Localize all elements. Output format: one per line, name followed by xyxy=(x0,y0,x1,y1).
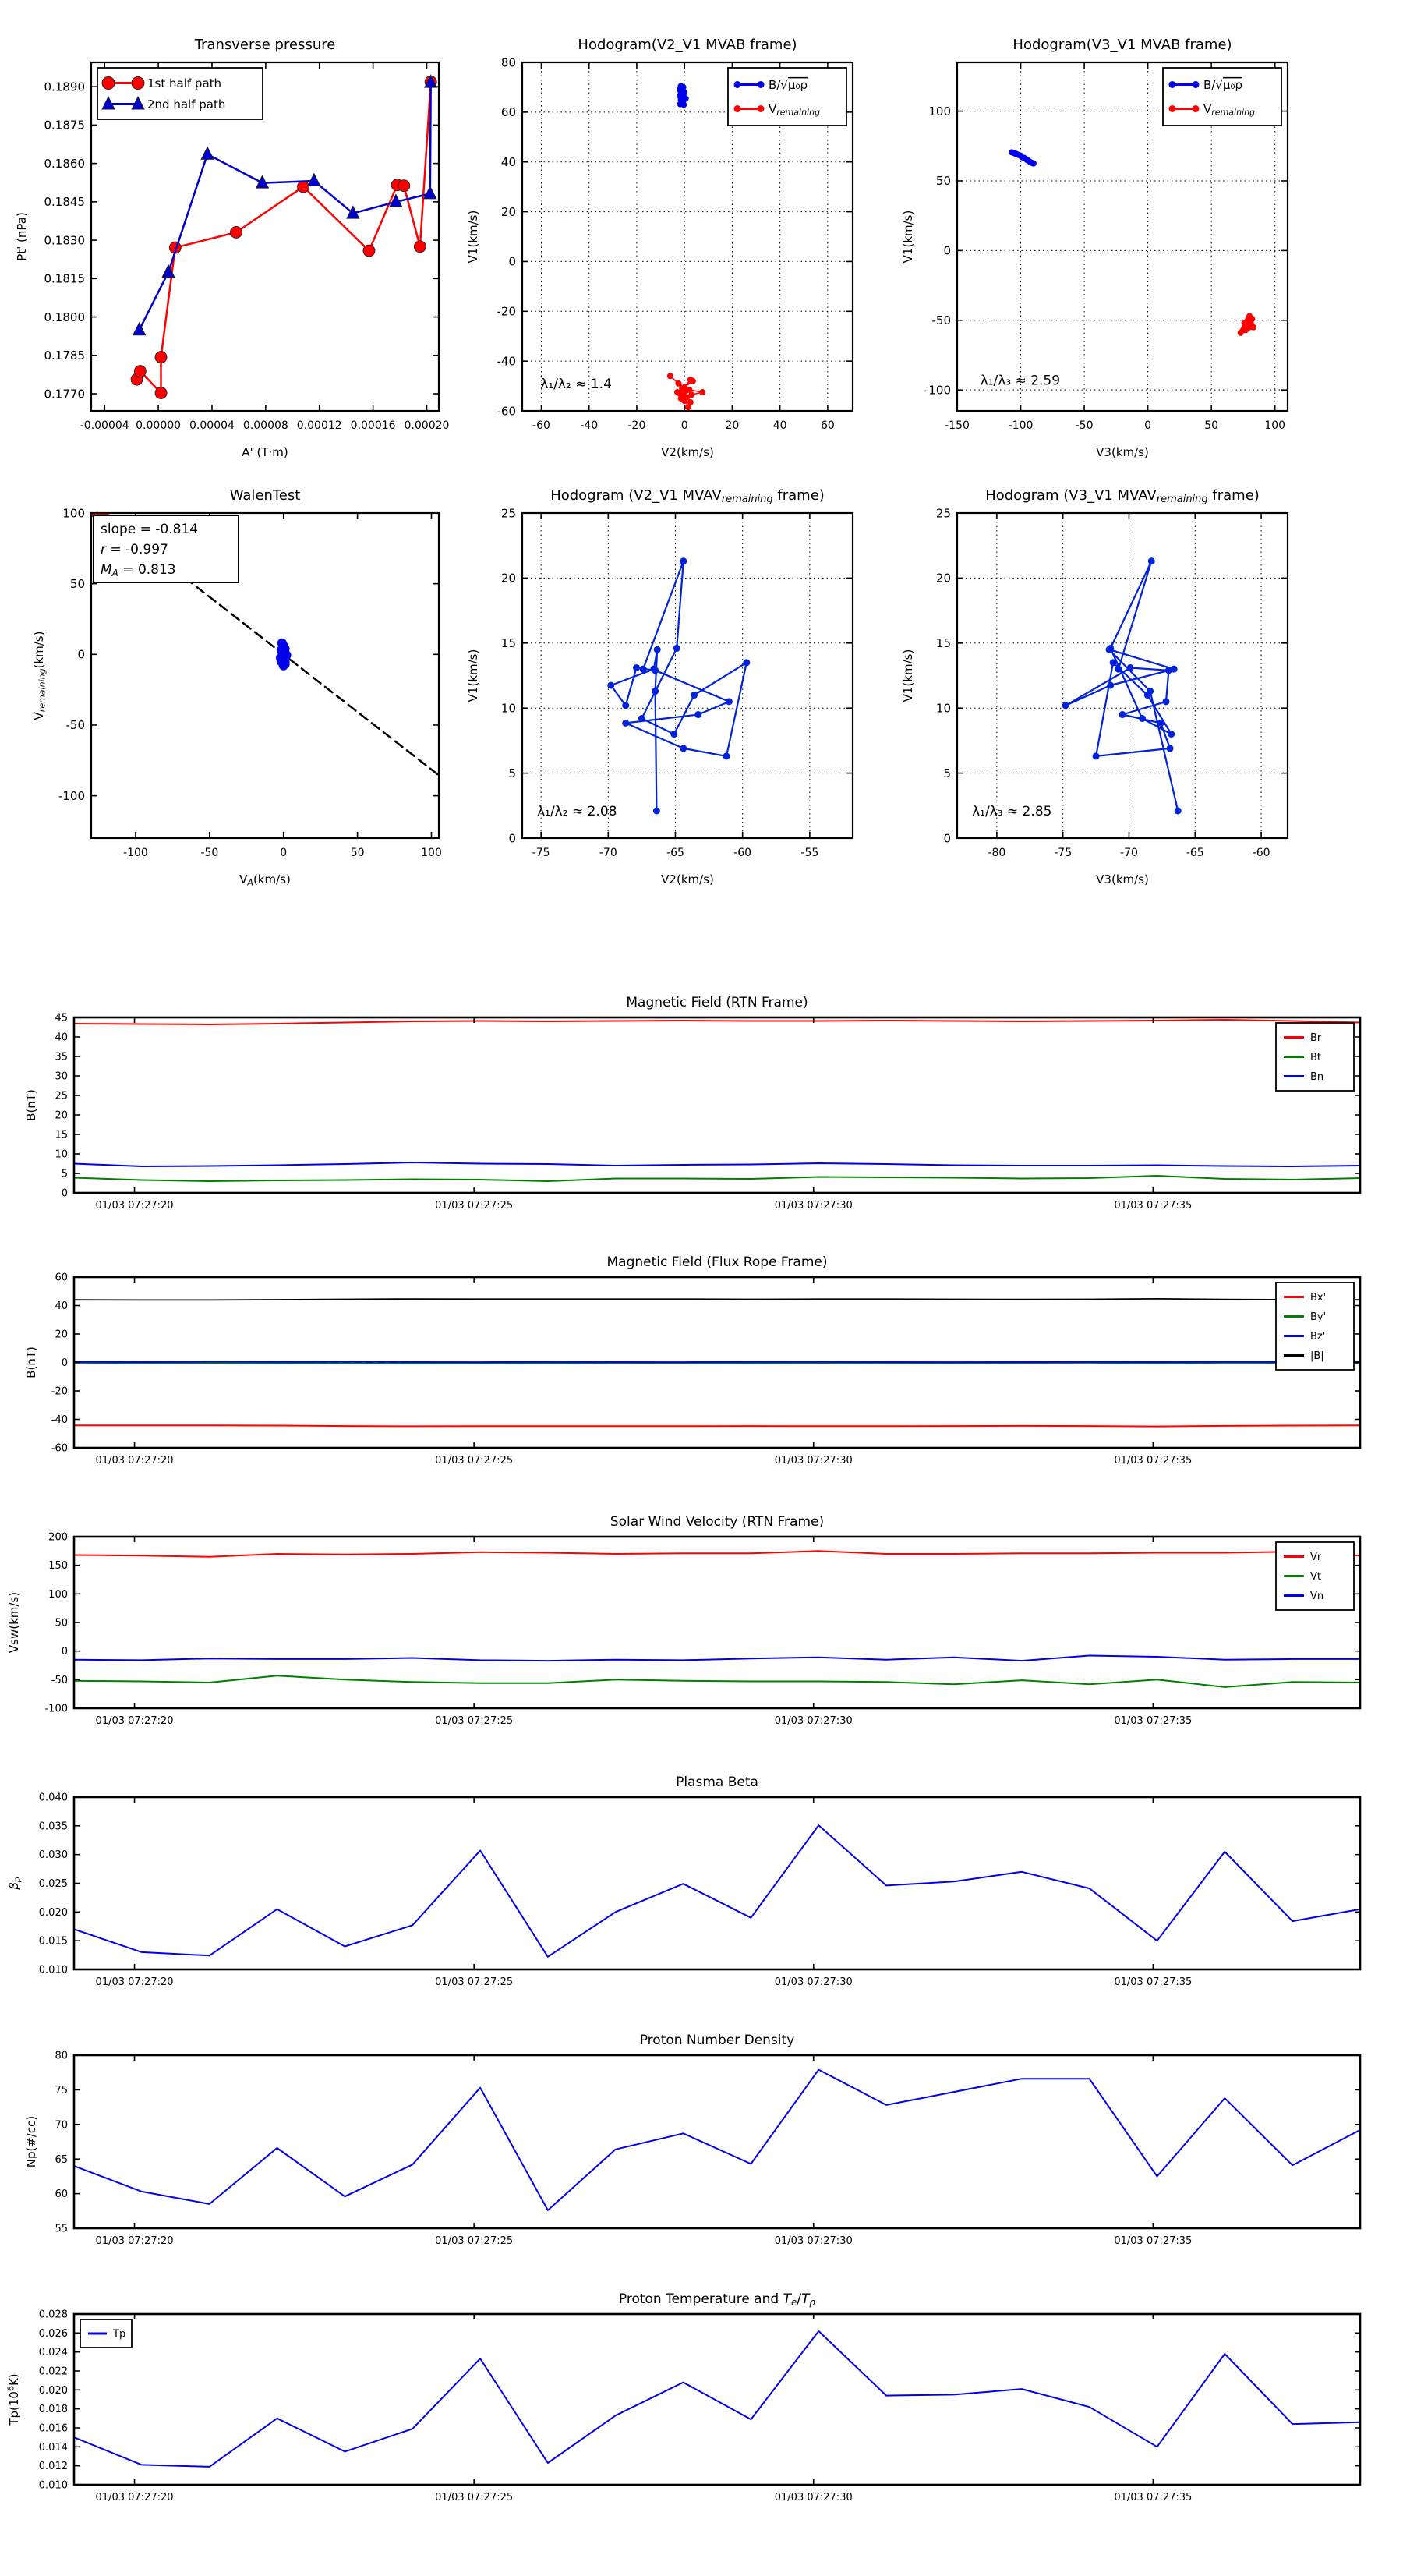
x-tick-label: 50 xyxy=(1204,419,1219,432)
circle-marker xyxy=(699,389,705,395)
x-tick-label: -70 xyxy=(1120,847,1138,859)
x-tick-label: 0.00000 xyxy=(136,419,182,432)
y-tick-label: 0.026 xyxy=(38,2327,68,2340)
x-tick-label: 01/03 07:27:20 xyxy=(95,1200,174,1212)
y-axis-label: Vremaining(km/s) xyxy=(32,631,48,720)
circle-marker xyxy=(1193,81,1200,88)
y-axis-label: Pt' (nPa) xyxy=(15,212,29,261)
series-line-By-prime xyxy=(74,1363,1360,1364)
y-tick-label: 0.016 xyxy=(38,2422,68,2435)
circle-marker xyxy=(414,241,426,253)
circle-marker xyxy=(1144,692,1151,699)
y-tick-label: 60 xyxy=(500,105,516,120)
circle-marker xyxy=(670,731,677,738)
circle-marker xyxy=(673,645,680,652)
y-tick-label: 0.018 xyxy=(38,2404,68,2416)
circle-marker xyxy=(640,666,647,673)
y-axis-label: B(nT) xyxy=(24,1089,38,1121)
y-tick-label: 50 xyxy=(69,576,85,591)
x-tick-label: -75 xyxy=(532,847,550,859)
circle-marker xyxy=(607,682,614,689)
stats-line: r = -0.997 xyxy=(101,542,168,557)
legend-box xyxy=(97,68,263,119)
y-tick-label: -50 xyxy=(65,718,85,733)
circle-marker xyxy=(694,711,702,718)
y-tick-label: -100 xyxy=(58,788,85,803)
circle-marker xyxy=(680,391,687,398)
circle-marker xyxy=(1157,720,1164,727)
circle-marker xyxy=(734,81,741,88)
y-axis-label: βp xyxy=(7,1877,23,1890)
y-tick-label: 100 xyxy=(48,1588,68,1601)
y-tick-label: 0 xyxy=(508,831,516,846)
chart-solar-wind-velocity xyxy=(7,1514,1360,1727)
x-axis-label: V3(km/s) xyxy=(1096,872,1149,886)
circle-marker xyxy=(1162,698,1169,705)
y-tick-label: 60 xyxy=(55,2189,68,2201)
y-tick-label: 45 xyxy=(55,1012,68,1024)
x-tick-label: 01/03 07:27:25 xyxy=(435,1455,514,1467)
circle-marker xyxy=(723,752,730,759)
y-tick-label: 150 xyxy=(48,1560,68,1573)
circle-marker xyxy=(1127,664,1134,671)
stats-box xyxy=(94,515,239,582)
y-tick-label: 0.040 xyxy=(38,1792,68,1804)
y-tick-label: 20 xyxy=(935,571,951,586)
y-tick-label: 25 xyxy=(55,1090,68,1102)
x-tick-label: -60 xyxy=(532,419,550,432)
y-tick-label: 40 xyxy=(500,154,516,169)
circle-marker xyxy=(1093,752,1100,759)
chart-title: Proton Temperature and Te/Tp xyxy=(618,2291,816,2309)
chart-title: Solar Wind Velocity (RTN Frame) xyxy=(610,1514,825,1530)
chart-title: Magnetic Field (Flux Rope Frame) xyxy=(606,1254,828,1270)
y-tick-label: 0.1800 xyxy=(44,310,85,324)
x-tick-label: -75 xyxy=(1054,847,1073,859)
circle-marker xyxy=(230,226,242,238)
y-axis-label: $Tp(10^6K)$ xyxy=(5,2373,21,2426)
y-tick-label: 0 xyxy=(61,1187,68,1200)
x-tick-label: 01/03 07:27:35 xyxy=(1114,1200,1193,1212)
legend xyxy=(1276,1283,1354,1370)
x-tick-label: 50 xyxy=(350,847,365,859)
x-tick-label: 01/03 07:27:20 xyxy=(95,2492,174,2503)
y-tick-label: 0.014 xyxy=(38,2441,68,2454)
x-tick-label: -65 xyxy=(666,847,684,859)
circle-marker xyxy=(1193,105,1200,112)
y-tick-label: 20 xyxy=(500,571,516,586)
x-tick-label: -50 xyxy=(1075,419,1094,432)
y-tick-label: 5 xyxy=(508,766,516,780)
y-axis-label: Vsw(km/s) xyxy=(7,1591,21,1654)
chart-title: WalenTest xyxy=(229,487,301,504)
circle-marker xyxy=(1139,715,1146,722)
x-tick-label: 100 xyxy=(1264,419,1286,432)
x-tick-label: 01/03 07:27:30 xyxy=(774,1976,853,1988)
circle-marker xyxy=(676,380,682,387)
chart-proton-temperature xyxy=(5,2291,1360,2503)
x-tick-label: 01/03 07:27:25 xyxy=(435,2235,514,2247)
legend-label: Vremaining xyxy=(769,101,821,118)
x-tick-label: 01/03 07:27:25 xyxy=(435,1976,514,1988)
circle-marker xyxy=(155,352,167,363)
circle-marker xyxy=(1250,324,1256,331)
y-tick-label: 0.1815 xyxy=(44,271,85,286)
circle-marker xyxy=(638,715,645,722)
y-tick-label: 100 xyxy=(928,104,951,119)
x-tick-label: 01/03 07:27:35 xyxy=(1114,2235,1193,2247)
x-tick-label: 20 xyxy=(725,419,740,432)
legend-label: Br xyxy=(1310,1032,1322,1045)
x-tick-label: -50 xyxy=(200,847,219,859)
legend-label: 1st half path xyxy=(147,76,222,90)
x-tick-label: 01/03 07:27:35 xyxy=(1114,1715,1193,1727)
x-axis-label: V2(km/s) xyxy=(661,445,714,459)
circle-marker xyxy=(102,77,115,90)
legend-label: Tp xyxy=(113,2328,126,2341)
circle-marker xyxy=(758,81,765,88)
circle-marker xyxy=(298,181,309,193)
y-tick-label: -50 xyxy=(51,1674,68,1686)
y-axis-label: V1(km/s) xyxy=(901,649,915,702)
x-tick-label: -100 xyxy=(123,847,148,859)
legend-label: Bx' xyxy=(1310,1292,1327,1304)
x-axis-label: VA(km/s) xyxy=(239,872,291,888)
y-tick-label: 0.015 xyxy=(38,1935,68,1948)
y-axis-label: B(nT) xyxy=(24,1346,38,1378)
y-tick-label: 0 xyxy=(77,647,85,662)
y-tick-label: 25 xyxy=(935,506,951,521)
chart-plasma-beta xyxy=(7,1775,1360,1988)
x-tick-label: 01/03 07:27:35 xyxy=(1114,1976,1193,1988)
chart-proton-number-density xyxy=(24,2033,1360,2247)
circle-marker xyxy=(276,653,285,663)
x-tick-label: 01/03 07:27:20 xyxy=(95,1455,174,1467)
y-tick-label: -40 xyxy=(51,1414,68,1427)
chart-hodogram-v3v1-mvav xyxy=(901,487,1288,886)
legend-label: By' xyxy=(1310,1311,1327,1324)
y-tick-label: 15 xyxy=(935,636,951,651)
y-tick-label: 0 xyxy=(61,1357,68,1370)
y-tick-label: 0 xyxy=(943,831,951,846)
x-tick-label: -40 xyxy=(580,419,599,432)
circle-marker xyxy=(743,659,750,666)
series-line-Bz-prime xyxy=(74,1361,1360,1362)
circle-marker xyxy=(155,387,167,399)
y-tick-label: 0 xyxy=(943,243,951,258)
y-tick-label: 50 xyxy=(935,174,951,189)
x-tick-label: -150 xyxy=(945,419,970,432)
y-tick-label: 0.010 xyxy=(38,1964,68,1976)
y-tick-label: 0 xyxy=(61,1646,68,1658)
circle-marker xyxy=(134,366,146,377)
circle-marker xyxy=(667,373,673,379)
circle-marker xyxy=(398,180,410,192)
x-tick-label: 01/03 07:27:30 xyxy=(774,1715,853,1727)
y-tick-label: 40 xyxy=(55,1300,68,1313)
x-axis-label: V3(km/s) xyxy=(1096,445,1149,459)
circle-marker xyxy=(622,720,629,727)
y-tick-label: 0.1860 xyxy=(44,156,85,171)
y-tick-label: 15 xyxy=(500,636,516,651)
x-tick-label: -60 xyxy=(733,847,752,859)
x-tick-label: -55 xyxy=(800,847,819,859)
x-tick-label: 01/03 07:27:25 xyxy=(435,1200,514,1212)
x-tick-label: 01/03 07:27:30 xyxy=(774,2235,853,2247)
y-tick-label: -50 xyxy=(931,313,951,328)
x-tick-label: 01/03 07:27:20 xyxy=(95,2235,174,2247)
x-tick-label: 01/03 07:27:25 xyxy=(435,2492,514,2503)
y-tick-label: 20 xyxy=(55,1109,68,1122)
y-tick-label: -40 xyxy=(497,354,516,369)
legend-label: Bn xyxy=(1310,1071,1324,1084)
circle-marker xyxy=(680,101,687,108)
y-tick-label: 25 xyxy=(500,506,516,521)
x-tick-label: 01/03 07:27:25 xyxy=(435,1715,514,1727)
y-tick-label: 65 xyxy=(55,2153,68,2166)
y-tick-label: 100 xyxy=(62,506,85,521)
y-tick-label: -100 xyxy=(44,1703,68,1715)
y-tick-label: 0.028 xyxy=(38,2309,68,2321)
circle-marker xyxy=(1115,666,1122,673)
y-tick-label: 20 xyxy=(500,204,516,219)
legend-label: 2nd half path xyxy=(147,97,226,111)
circle-marker xyxy=(1242,327,1249,333)
y-tick-label: 0.1770 xyxy=(44,387,85,402)
chart-title: Transverse pressure xyxy=(194,37,336,53)
y-tick-label: 15 xyxy=(55,1129,68,1141)
circle-marker xyxy=(653,807,660,814)
y-tick-label: 200 xyxy=(48,1531,68,1544)
legend xyxy=(1276,1542,1354,1610)
circle-marker xyxy=(681,398,687,404)
circle-marker xyxy=(1175,807,1182,814)
chart-walen-test xyxy=(32,487,442,888)
x-axis-label: A' (T·m) xyxy=(242,445,288,459)
x-tick-label: 0.00020 xyxy=(404,419,450,432)
circle-marker xyxy=(726,698,733,705)
x-tick-label: 0.00016 xyxy=(350,419,396,432)
circle-marker xyxy=(734,105,741,112)
x-tick-label: -100 xyxy=(1008,419,1034,432)
circle-marker xyxy=(1107,682,1114,689)
y-tick-label: 40 xyxy=(55,1031,68,1044)
chart-title: Magnetic Field (RTN Frame) xyxy=(626,995,808,1010)
y-tick-label: 60 xyxy=(55,1272,68,1284)
y-tick-label: -60 xyxy=(497,404,516,419)
lambda-ratio-annotation: λ₁/λ₂ ≈ 2.08 xyxy=(537,803,617,819)
y-tick-label: 10 xyxy=(500,701,516,716)
x-tick-label: 0.00004 xyxy=(189,419,235,432)
x-tick-label: 01/03 07:27:35 xyxy=(1114,2492,1193,2503)
x-tick-label: 01/03 07:27:30 xyxy=(774,1455,853,1467)
y-axis-label: V1(km/s) xyxy=(466,210,480,264)
chart-title: Hodogram(V3_V1 MVAB frame) xyxy=(1012,37,1232,53)
chart-magnetic-field-flux-rope xyxy=(24,1254,1360,1467)
y-tick-label: 0.012 xyxy=(38,2461,68,2473)
chart-transverse-pressure xyxy=(15,37,449,459)
y-tick-label: 0.020 xyxy=(38,1906,68,1919)
stats-line: MA = 0.813 xyxy=(101,562,176,579)
x-axis-label: V2(km/s) xyxy=(661,872,714,886)
circle-marker xyxy=(652,688,659,695)
circle-marker xyxy=(363,245,375,257)
circle-marker xyxy=(132,77,144,90)
y-tick-label: 0.1875 xyxy=(44,118,85,133)
y-tick-label: 0.025 xyxy=(38,1878,68,1891)
x-tick-label: 01/03 07:27:30 xyxy=(774,1200,853,1212)
x-tick-label: -80 xyxy=(988,847,1006,859)
circle-marker xyxy=(680,745,687,752)
lambda-ratio-annotation: λ₁/λ₃ ≈ 2.85 xyxy=(972,803,1052,819)
y-axis-label: Np(#/cc) xyxy=(24,2115,38,2168)
circle-marker xyxy=(690,378,696,384)
circle-marker xyxy=(1167,745,1174,752)
chart-title: Hodogram (V3_V1 MVAVremaining frame) xyxy=(985,487,1260,506)
y-tick-label: 75 xyxy=(55,2084,68,2097)
legend-label: Vt xyxy=(1310,1571,1321,1583)
x-tick-label: -65 xyxy=(1186,847,1204,859)
legend xyxy=(1276,1023,1354,1091)
y-tick-label: 70 xyxy=(55,2119,68,2132)
legend xyxy=(1163,68,1281,126)
x-tick-label: 40 xyxy=(772,419,787,432)
y-tick-label: -20 xyxy=(51,1385,68,1398)
circle-marker xyxy=(1249,316,1255,322)
y-tick-label: 0.1845 xyxy=(44,195,85,210)
y-tick-label: 20 xyxy=(55,1329,68,1341)
circle-marker xyxy=(1148,557,1155,564)
y-tick-label: 30 xyxy=(55,1070,68,1083)
y-axis-label: V1(km/s) xyxy=(466,649,480,702)
legend xyxy=(80,2319,132,2348)
y-tick-label: 0.024 xyxy=(38,2347,68,2359)
chart-title: Proton Number Density xyxy=(639,2033,795,2048)
legend-label: Bz' xyxy=(1310,1331,1326,1343)
stats-line: slope = -0.814 xyxy=(101,522,199,537)
y-tick-label: -60 xyxy=(51,1442,68,1455)
y-tick-label: 0.1785 xyxy=(44,349,85,363)
y-tick-label: 0.1890 xyxy=(44,80,85,94)
x-tick-label: 60 xyxy=(820,419,835,432)
legend xyxy=(728,68,846,126)
y-tick-label: -20 xyxy=(497,304,516,319)
legend xyxy=(97,68,263,119)
x-tick-label: -20 xyxy=(627,419,646,432)
legend-label: Vr xyxy=(1310,1552,1322,1564)
x-tick-label: -0.00004 xyxy=(80,419,129,432)
x-tick-label: 01/03 07:27:35 xyxy=(1114,1455,1193,1467)
circle-marker xyxy=(654,646,661,653)
circle-marker xyxy=(652,667,659,674)
circle-marker xyxy=(685,404,691,410)
circle-marker xyxy=(680,557,687,564)
circle-marker xyxy=(1030,161,1037,167)
circle-marker xyxy=(1169,105,1176,112)
y-tick-label: 5 xyxy=(943,766,951,780)
x-tick-label: 0 xyxy=(280,847,288,859)
y-tick-label: -100 xyxy=(924,383,951,398)
circle-marker xyxy=(1119,711,1126,718)
chart-hodogram-v2v1-mvab xyxy=(466,37,853,459)
y-tick-label: 0.1830 xyxy=(44,233,85,248)
circle-marker xyxy=(1169,81,1176,88)
circle-marker xyxy=(1062,702,1069,709)
x-tick-label: 01/03 07:27:20 xyxy=(95,1976,174,1988)
circle-marker xyxy=(1165,667,1172,674)
circle-marker xyxy=(1110,659,1117,666)
circle-marker xyxy=(1242,320,1248,326)
lambda-ratio-annotation: λ₁/λ₃ ≈ 2.59 xyxy=(980,373,1061,389)
chart-title: Hodogram(V2_V1 MVAB frame) xyxy=(578,37,797,53)
y-tick-label: 0.022 xyxy=(38,2365,68,2378)
legend-label: B/√μ₀ρ xyxy=(1203,77,1242,92)
chart-hodogram-v2v1-mvav xyxy=(466,487,853,886)
y-tick-label: 10 xyxy=(935,701,951,716)
y-tick-label: 50 xyxy=(55,1617,68,1629)
legend-label: Vremaining xyxy=(1203,101,1256,118)
y-tick-label: 80 xyxy=(55,2050,68,2062)
y-axis-label: V1(km/s) xyxy=(901,210,915,264)
y-tick-label: 35 xyxy=(55,1051,68,1063)
chart-title: Hodogram (V2_V1 MVAVremaining frame) xyxy=(550,487,825,506)
y-tick-label: 0.030 xyxy=(38,1849,68,1862)
lambda-ratio-annotation: λ₁/λ₂ ≈ 1.4 xyxy=(540,376,612,392)
x-tick-label: -70 xyxy=(599,847,617,859)
y-tick-label: 0 xyxy=(508,254,516,269)
y-tick-label: 0.020 xyxy=(38,2384,68,2397)
circle-marker xyxy=(1168,731,1175,738)
chart-magnetic-field-rtn xyxy=(24,995,1360,1212)
legend-label: Vn xyxy=(1310,1591,1324,1603)
circle-marker xyxy=(1107,645,1114,652)
x-tick-label: 100 xyxy=(421,847,442,859)
x-tick-label: 0.00008 xyxy=(242,419,288,432)
y-tick-label: 0.010 xyxy=(38,2479,68,2492)
circle-marker xyxy=(633,664,640,671)
x-tick-label: 01/03 07:27:20 xyxy=(95,1715,174,1727)
legend-label: B/√μ₀ρ xyxy=(769,77,808,92)
y-tick-label: 10 xyxy=(55,1148,68,1161)
x-tick-label: 01/03 07:27:30 xyxy=(774,2492,853,2503)
circle-marker xyxy=(691,692,698,699)
x-tick-label: 0 xyxy=(680,419,688,432)
legend-label: |B| xyxy=(1310,1350,1324,1363)
circle-marker xyxy=(622,702,629,709)
chart-title: Plasma Beta xyxy=(676,1775,758,1790)
y-tick-label: 55 xyxy=(55,2223,68,2235)
y-tick-label: 5 xyxy=(61,1168,68,1180)
x-tick-label: 0 xyxy=(1144,419,1152,432)
legend-label: Bt xyxy=(1310,1052,1322,1064)
y-tick-label: 0.035 xyxy=(38,1821,68,1833)
chart-hodogram-v3v1-mvab xyxy=(901,37,1288,459)
x-tick-label: -60 xyxy=(1252,847,1270,859)
circle-marker xyxy=(758,105,765,112)
x-tick-label: 0.00012 xyxy=(296,419,342,432)
y-tick-label: 80 xyxy=(500,55,516,70)
